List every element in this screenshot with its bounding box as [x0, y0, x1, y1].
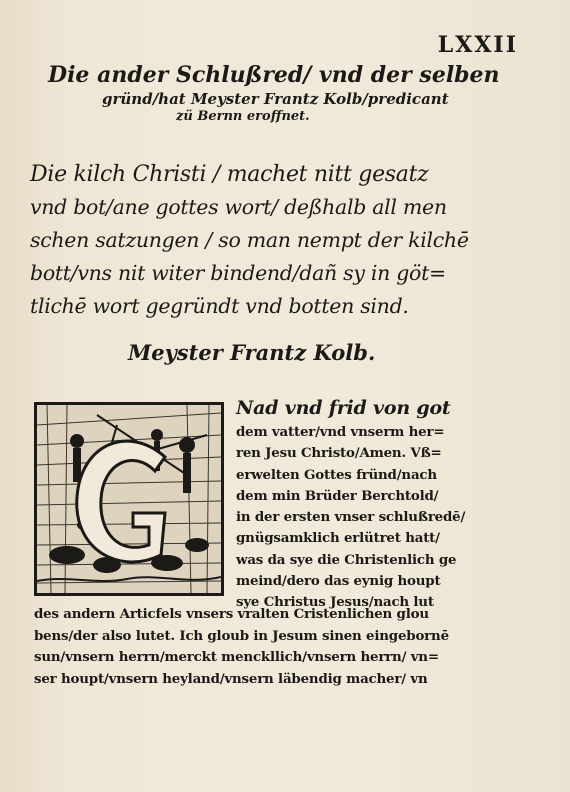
thesis-text — [30, 158, 530, 323]
body-line: in der ersten vnser schlußredē/ — [236, 509, 466, 526]
heading-line-1: Die ander Schlußred/ vnd der selben — [48, 62, 500, 88]
body-line: sun/vnsern herrn/merckt menckllich/vnsern herrn/ vn= — [34, 649, 439, 665]
woodcut-illustration-icon — [37, 405, 221, 593]
thesis-line: vnd bot/ane gottes wort/ deßhalb all men — [30, 195, 447, 219]
thesis-line: Die kilch Christi / machet nitt gesatz — [30, 162, 429, 187]
body-line: erwelten Gottes fründ/nach — [236, 466, 437, 483]
section-heading — [48, 62, 518, 124]
body-text-full-width — [34, 604, 534, 690]
body-line: bens/der also lutet. Ich gloub in Jesum sinen eingebornē — [34, 627, 449, 644]
heading-line-3: zü Bernn eroffnet. — [176, 109, 310, 124]
author-signature: Meyster Frantz Kolb. — [128, 340, 376, 365]
body-line: ser houpt/vnsern heyland/vnsern läbendig macher/ vn — [34, 670, 428, 687]
body-line: dem vatter/vnd vnserm her= — [236, 424, 445, 440]
thesis-line: bott/vns nit witer bindend/dañ sy in göt= — [30, 261, 446, 285]
body-line: dem min Brüder Berchtold/ — [236, 487, 439, 504]
heading-line-2: gründ/hat Meyster Frantz Kolb/predicant — [102, 90, 449, 108]
body-line: Nad vnd frid von got — [236, 397, 451, 419]
woodcut-initial-g — [34, 402, 224, 596]
body-line: gnügsamklich erlütret hatt/ — [236, 530, 440, 547]
thesis-line: tlichē wort gegründt vnd botten sind. — [30, 294, 409, 318]
body-line: meind/dero das eynig houpt — [236, 573, 441, 590]
thesis-line: schen satzungen / so man nempt der kilchē — [30, 228, 469, 252]
body-line: ren Jesu Christo/Amen. Vß= — [236, 445, 442, 462]
body-line: des andern Articfels vnsers vralten Cristenlichen glou — [34, 606, 429, 622]
body-line: was da sye die Christenlich ge — [236, 551, 457, 568]
body-text-beside-initial — [236, 394, 536, 614]
body-line: sye Christus Jesus/nach lut — [236, 594, 434, 611]
folio-number: LXXII — [437, 32, 518, 58]
